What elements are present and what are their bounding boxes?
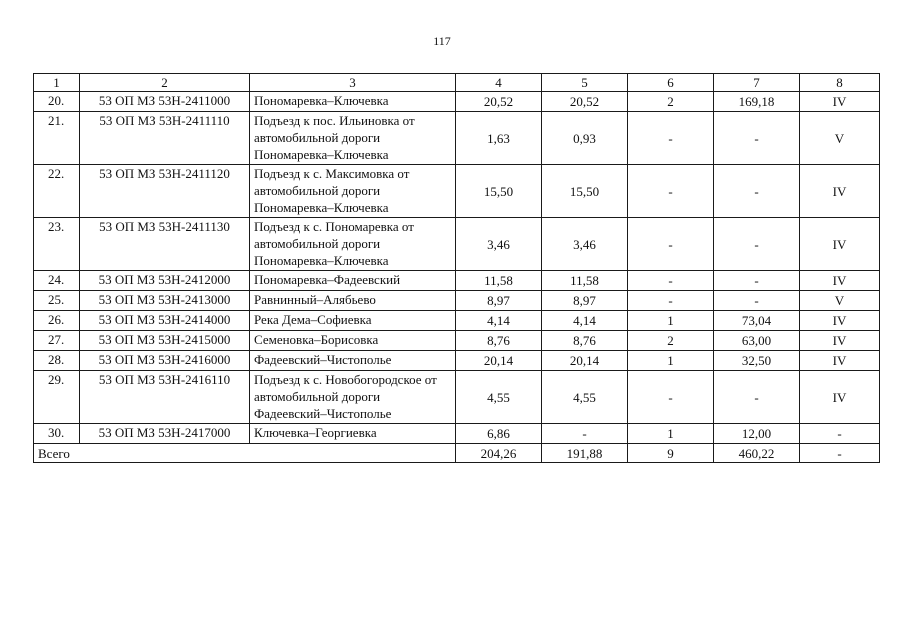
cell-col8: V	[800, 112, 880, 165]
road-name: Подъезд к с. Новобогородское от автомобильной дороги Фадеевский–Чистополье	[250, 371, 456, 424]
road-code: 53 ОП МЗ 53Н-2417000	[80, 424, 250, 444]
cell-col8: IV	[800, 351, 880, 371]
table-row	[34, 271, 880, 291]
table-row	[34, 218, 880, 271]
cell-col5: 20,14	[542, 351, 628, 371]
cell-col8: IV	[800, 371, 880, 424]
column-header: 3	[250, 74, 456, 92]
road-code: 53 ОП МЗ 53Н-2413000	[80, 291, 250, 311]
cell-col6: 1	[628, 351, 714, 371]
road-name: Подъезд к с. Максимовка от автомобильной дороги Пономаревка–Ключевка	[250, 165, 456, 218]
cell-col4: 11,58	[456, 271, 542, 291]
table-row	[34, 291, 880, 311]
cell-col6: 1	[628, 311, 714, 331]
cell-col4: 8,97	[456, 291, 542, 311]
road-code: 53 ОП МЗ 53Н-2411120	[80, 165, 250, 218]
cell-col6: -	[628, 271, 714, 291]
cell-col8: IV	[800, 92, 880, 112]
cell-col4: 20,14	[456, 351, 542, 371]
road-code: 53 ОП МЗ 53Н-2415000	[80, 331, 250, 351]
road-code: 53 ОП МЗ 53Н-2414000	[80, 311, 250, 331]
cell-col4: 15,50	[456, 165, 542, 218]
cell-col5: 15,50	[542, 165, 628, 218]
cell-col8: IV	[800, 165, 880, 218]
cell-col7: -	[714, 371, 800, 424]
road-code: 53 ОП МЗ 53Н-2411130	[80, 218, 250, 271]
cell-col4: 4,55	[456, 371, 542, 424]
road-name: Семеновка–Борисовка	[250, 331, 456, 351]
road-code: 53 ОП МЗ 53Н-2416110	[80, 371, 250, 424]
cell-col6: -	[628, 165, 714, 218]
cell-col7: 73,04	[714, 311, 800, 331]
cell-col6: -	[628, 112, 714, 165]
cell-col7: -	[714, 165, 800, 218]
cell-col7: 12,00	[714, 424, 800, 444]
row-number: 30.	[34, 424, 80, 444]
cell-col6: 2	[628, 92, 714, 112]
road-name: Ключевка–Георгиевка	[250, 424, 456, 444]
road-name: Пономаревка–Ключевка	[250, 92, 456, 112]
row-number: 28.	[34, 351, 80, 371]
table-row	[34, 311, 880, 331]
cell-col8: IV	[800, 218, 880, 271]
cell-col5: -	[542, 424, 628, 444]
total-label: Всего	[34, 444, 456, 463]
table-row	[34, 331, 880, 351]
road-name: Равнинный–Алябьево	[250, 291, 456, 311]
cell-col6: -	[628, 291, 714, 311]
road-code: 53 ОП МЗ 53Н-2412000	[80, 271, 250, 291]
total-col8: -	[800, 444, 880, 463]
cell-col5: 11,58	[542, 271, 628, 291]
page-number: 117	[433, 34, 451, 48]
cell-col7: -	[714, 112, 800, 165]
total-col4: 204,26	[456, 444, 542, 463]
road-code: 53 ОП МЗ 53Н-2411110	[80, 112, 250, 165]
column-header: 2	[80, 74, 250, 92]
cell-col5: 20,52	[542, 92, 628, 112]
cell-col7: -	[714, 271, 800, 291]
cell-col8: IV	[800, 311, 880, 331]
cell-col5: 3,46	[542, 218, 628, 271]
column-header: 6	[628, 74, 714, 92]
cell-col4: 8,76	[456, 331, 542, 351]
road-name: Подъезд к с. Пономаревка от автомобильной дороги Пономаревка–Ключевка	[250, 218, 456, 271]
cell-col8: IV	[800, 271, 880, 291]
cell-col8: V	[800, 291, 880, 311]
row-number: 26.	[34, 311, 80, 331]
cell-col6: -	[628, 371, 714, 424]
road-name: Пономаревка–Фадеевский	[250, 271, 456, 291]
cell-col4: 20,52	[456, 92, 542, 112]
row-number: 29.	[34, 371, 80, 424]
table-row	[34, 371, 880, 424]
cell-col5: 8,97	[542, 291, 628, 311]
cell-col7: 169,18	[714, 92, 800, 112]
column-header: 8	[800, 74, 880, 92]
row-number: 20.	[34, 92, 80, 112]
table-row	[34, 112, 880, 165]
cell-col5: 4,55	[542, 371, 628, 424]
row-number: 27.	[34, 331, 80, 351]
cell-col5: 8,76	[542, 331, 628, 351]
cell-col8: IV	[800, 331, 880, 351]
cell-col7: -	[714, 291, 800, 311]
cell-col6: 1	[628, 424, 714, 444]
road-name: Фадеевский–Чистополье	[250, 351, 456, 371]
table-row	[34, 351, 880, 371]
cell-col4: 6,86	[456, 424, 542, 444]
row-number: 24.	[34, 271, 80, 291]
column-header: 4	[456, 74, 542, 92]
column-header: 7	[714, 74, 800, 92]
road-name: Река Дема–Софиевка	[250, 311, 456, 331]
table-row	[34, 424, 880, 444]
table-row	[34, 92, 880, 112]
total-col6: 9	[628, 444, 714, 463]
row-number: 23.	[34, 218, 80, 271]
column-header: 5	[542, 74, 628, 92]
cell-col7: -	[714, 218, 800, 271]
cell-col5: 0,93	[542, 112, 628, 165]
column-header: 1	[34, 74, 80, 92]
cell-col7: 63,00	[714, 331, 800, 351]
road-code: 53 ОП МЗ 53Н-2411000	[80, 92, 250, 112]
roads-table	[33, 73, 880, 463]
table-row	[34, 165, 880, 218]
road-code: 53 ОП МЗ 53Н-2416000	[80, 351, 250, 371]
road-name: Подъезд к пос. Ильиновка от автомобильной дороги Пономаревка–Ключевка	[250, 112, 456, 165]
cell-col6: 2	[628, 331, 714, 351]
total-col5: 191,88	[542, 444, 628, 463]
cell-col6: -	[628, 218, 714, 271]
cell-col8: -	[800, 424, 880, 444]
cell-col4: 3,46	[456, 218, 542, 271]
cell-col4: 1,63	[456, 112, 542, 165]
cell-col5: 4,14	[542, 311, 628, 331]
total-col7: 460,22	[714, 444, 800, 463]
row-number: 22.	[34, 165, 80, 218]
cell-col4: 4,14	[456, 311, 542, 331]
cell-col7: 32,50	[714, 351, 800, 371]
table-header-row	[34, 74, 880, 92]
total-row	[34, 444, 880, 463]
row-number: 21.	[34, 112, 80, 165]
row-number: 25.	[34, 291, 80, 311]
